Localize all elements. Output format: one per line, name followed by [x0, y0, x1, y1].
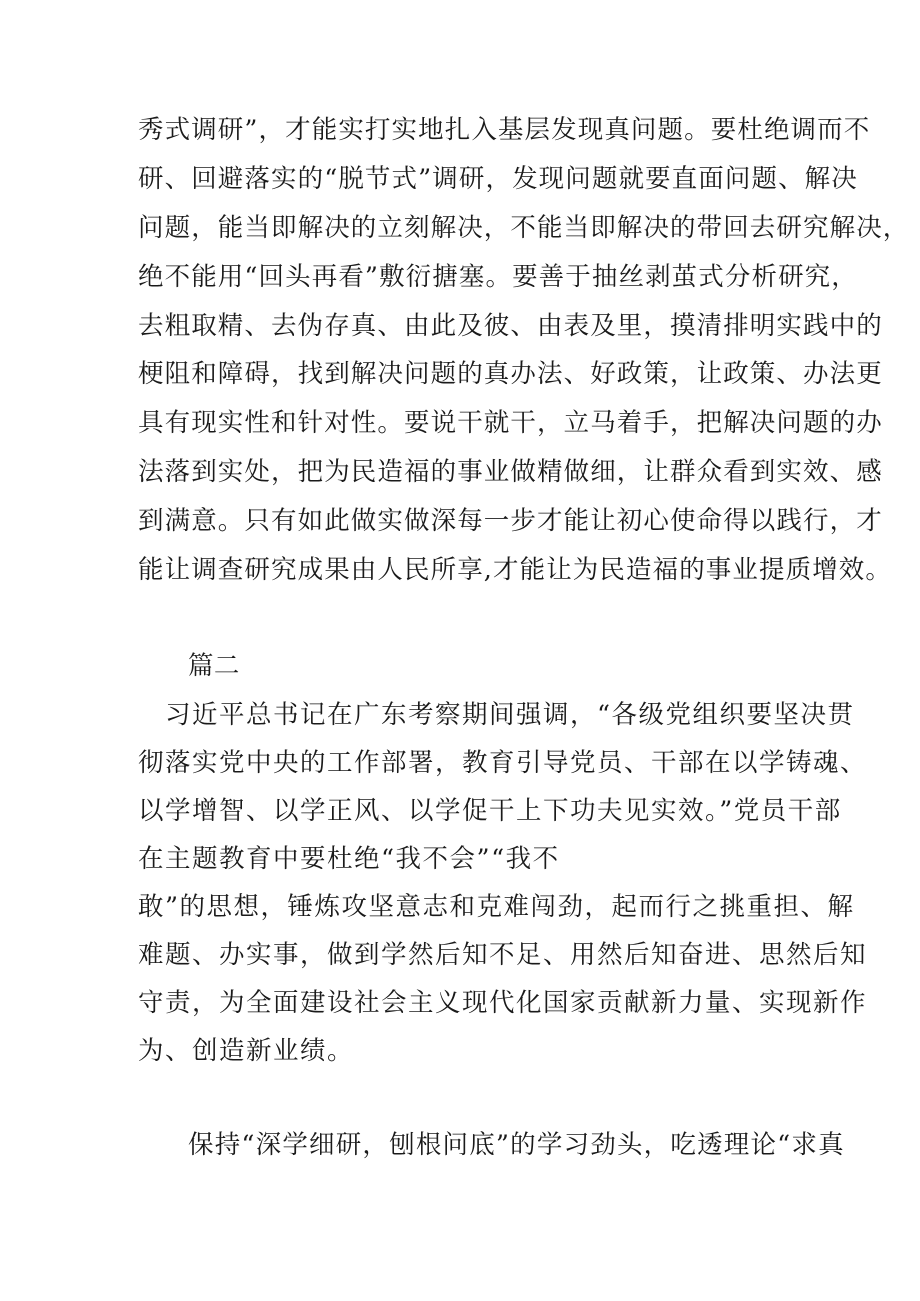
text-line: 以学增智、以学正风、以学促干上下功夫见实效。”党员干部 — [138, 796, 842, 826]
text-line: 能让调查研究成果由人民所享,才能让为民造福的事业提质增效。 — [138, 555, 893, 585]
text-line: 保持“深学细研，刨根问底”的学习劲头，吃透理论“求真 — [188, 1130, 845, 1160]
text-line: 具有现实性和针对性。要说干就干，立马着手，把解决问题的办 — [138, 408, 883, 438]
text-line: 研、回避落实的“脱节式”调研，发现问题就要直面问题、解决 — [138, 164, 858, 194]
text-line: 习近平总书记在广东考察期间强调，“各级党组织要坚决贯 — [165, 700, 855, 730]
text-line: 难题、办实事，做到学然后知不足、用然后知奋进、思然后知 — [138, 940, 868, 970]
text-line: 为、创造新业绩。 — [138, 1036, 355, 1066]
section-heading: 篇二 — [188, 651, 240, 681]
text-line: 绝不能用“回头再看”敷衍搪塞。要善于抽丝剥茧式分析研究， — [138, 262, 858, 292]
text-line: 梗阻和障碍，找到解决问题的真办法、好政策，让政策、办法更 — [138, 359, 883, 389]
text-line: 法落到实处，把为民造福的事业做精做细，让群众看到实效、感 — [138, 457, 883, 487]
text-line: 去粗取精、去伪存真、由此及彼、由表及里，摸清排明实践中的 — [138, 311, 883, 341]
text-line: 在主题教育中要杜绝“我不会”“我不 — [138, 844, 560, 874]
text-line: 到满意。只有如此做实做深每一步才能让初心使命得以践行，才 — [138, 506, 883, 536]
text-line: 问题，能当即解决的立刻解决，不能当即解决的带回去研究解决， — [138, 213, 910, 243]
text-line: 秀式调研”，才能实打实地扎入基层发现真问题。要杜绝调而不 — [138, 115, 871, 145]
text-line: 守责，为全面建设社会主义现代化国家贡献新力量、实现新作 — [138, 988, 868, 1018]
text-line: 彻落实党中央的工作部署，教育引导党员、干部在以学铸魂、 — [138, 748, 868, 778]
text-line: 敢”的思想，锤炼攻坚意志和克难闯劲，起而行之挑重担、解 — [138, 892, 855, 922]
